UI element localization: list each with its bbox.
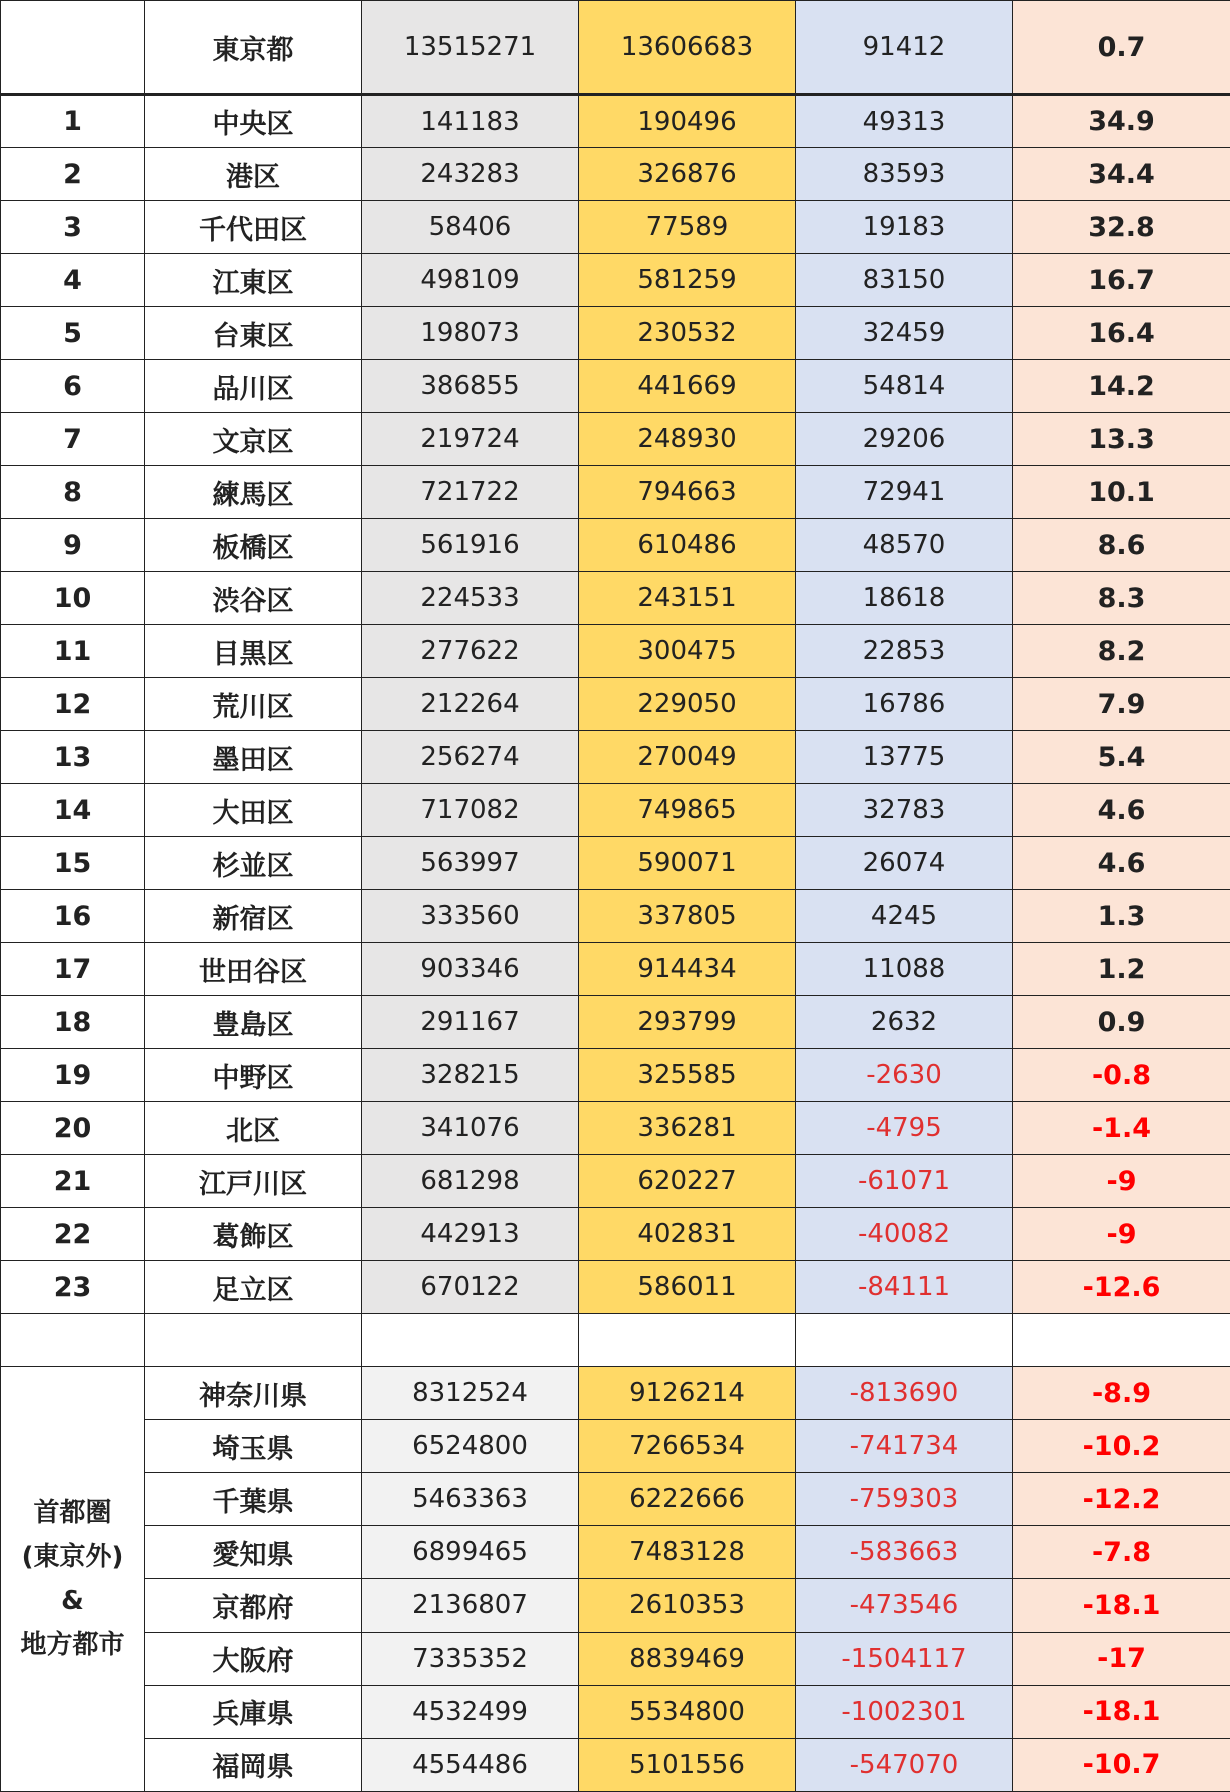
- ward-pop-b-cell[interactable]: 293799: [579, 996, 796, 1049]
- ward-row: [1, 996, 1230, 1049]
- ward-name-cell[interactable]: 北区: [145, 1102, 362, 1155]
- ward-diff-cell[interactable]: 26074: [796, 837, 1013, 890]
- ward-diff-cell[interactable]: 18618: [796, 572, 1013, 625]
- ward-pop-b-cell[interactable]: 402831: [579, 1208, 796, 1261]
- summary-diff-cell[interactable]: 91412: [796, 1, 1013, 95]
- region-pop-b-cell[interactable]: 7483128: [579, 1526, 796, 1579]
- ward-rank-cell[interactable]: 18: [1, 996, 145, 1049]
- ward-row: [1, 837, 1230, 890]
- ward-row: [1, 1261, 1230, 1314]
- ward-rate-cell[interactable]: 34.4: [1013, 148, 1230, 201]
- ward-diff-cell[interactable]: -61071: [796, 1155, 1013, 1208]
- ward-rate-cell[interactable]: 5.4: [1013, 731, 1230, 784]
- ward-rate-cell[interactable]: 8.2: [1013, 625, 1230, 678]
- ward-pop-b-cell[interactable]: 77589: [579, 201, 796, 254]
- region-pop-a-cell[interactable]: 4532499: [362, 1685, 579, 1738]
- ward-name-cell[interactable]: 練馬区: [145, 466, 362, 519]
- region-pop-a-cell[interactable]: 8312524: [362, 1367, 579, 1420]
- region-group-label-line: 首都圏: [33, 1498, 112, 1529]
- ward-pop-b-cell[interactable]: 794663: [579, 466, 796, 519]
- empty-cell[interactable]: [145, 1314, 362, 1367]
- ward-diff-cell[interactable]: 48570: [796, 519, 1013, 572]
- ward-row: [1, 148, 1230, 201]
- ward-name-cell[interactable]: 足立区: [145, 1261, 362, 1314]
- ward-name-cell[interactable]: 江東区: [145, 254, 362, 307]
- ward-pop-b-cell[interactable]: 300475: [579, 625, 796, 678]
- ward-pop-b-cell[interactable]: 914434: [579, 943, 796, 996]
- empty-cell[interactable]: [362, 1314, 579, 1367]
- region-name-cell[interactable]: 神奈川県: [145, 1367, 362, 1420]
- region-rate-cell[interactable]: -10.7: [1013, 1738, 1230, 1791]
- ward-rate-cell[interactable]: -12.6: [1013, 1261, 1230, 1314]
- summary-rate-cell[interactable]: 0.7: [1013, 1, 1230, 95]
- ward-pop-b-cell[interactable]: 230532: [579, 307, 796, 360]
- ward-pop-a-cell[interactable]: 256274: [362, 731, 579, 784]
- ward-pop-a-cell[interactable]: 141183: [362, 95, 579, 148]
- ward-pop-b-cell[interactable]: 336281: [579, 1102, 796, 1155]
- ward-rank-cell[interactable]: 8: [1, 466, 145, 519]
- ward-diff-cell[interactable]: -4795: [796, 1102, 1013, 1155]
- ward-pop-a-cell[interactable]: 721722: [362, 466, 579, 519]
- ward-name-cell[interactable]: 葛飾区: [145, 1208, 362, 1261]
- ward-pop-a-cell[interactable]: 224533: [362, 572, 579, 625]
- ward-name-cell[interactable]: 杉並区: [145, 837, 362, 890]
- ward-rank-cell[interactable]: 11: [1, 625, 145, 678]
- ward-pop-b-cell[interactable]: 590071: [579, 837, 796, 890]
- region-row: [1, 1473, 1230, 1526]
- region-diff-cell[interactable]: -813690: [796, 1367, 1013, 1420]
- ward-name-cell[interactable]: 墨田区: [145, 731, 362, 784]
- ward-rank-cell[interactable]: 16: [1, 890, 145, 943]
- ward-name-cell[interactable]: 板橋区: [145, 519, 362, 572]
- ward-row: [1, 413, 1230, 466]
- ward-row: [1, 519, 1230, 572]
- ward-rate-cell[interactable]: 16.4: [1013, 307, 1230, 360]
- ward-rate-cell[interactable]: 1.2: [1013, 943, 1230, 996]
- ward-row: [1, 254, 1230, 307]
- region-pop-a-cell[interactable]: 5463363: [362, 1473, 579, 1526]
- region-rate-cell[interactable]: -18.1: [1013, 1685, 1230, 1738]
- region-row: [1, 1632, 1230, 1685]
- ward-pop-b-cell[interactable]: 586011: [579, 1261, 796, 1314]
- tokyo-summary-row: [1, 1, 1230, 95]
- ward-pop-b-cell[interactable]: 325585: [579, 1049, 796, 1102]
- ward-pop-a-cell[interactable]: 563997: [362, 837, 579, 890]
- region-diff-cell[interactable]: -583663: [796, 1526, 1013, 1579]
- ward-pop-b-cell[interactable]: 610486: [579, 519, 796, 572]
- ward-pop-a-cell[interactable]: 670122: [362, 1261, 579, 1314]
- ward-pop-b-cell[interactable]: 248930: [579, 413, 796, 466]
- ward-pop-b-cell[interactable]: 270049: [579, 731, 796, 784]
- empty-cell[interactable]: [579, 1314, 796, 1367]
- ward-rate-cell[interactable]: 8.3: [1013, 572, 1230, 625]
- ward-name-cell[interactable]: 江戸川区: [145, 1155, 362, 1208]
- ward-name-cell[interactable]: 豊島区: [145, 996, 362, 1049]
- ward-row: [1, 1155, 1230, 1208]
- ward-rate-cell[interactable]: 34.9: [1013, 95, 1230, 148]
- ward-pop-a-cell[interactable]: 198073: [362, 307, 579, 360]
- empty-cell[interactable]: [796, 1314, 1013, 1367]
- ward-pop-a-cell[interactable]: 717082: [362, 784, 579, 837]
- region-diff-cell[interactable]: -759303: [796, 1473, 1013, 1526]
- ward-pop-b-cell[interactable]: 326876: [579, 148, 796, 201]
- ward-rate-cell[interactable]: 16.7: [1013, 254, 1230, 307]
- ward-rate-cell[interactable]: 0.9: [1013, 996, 1230, 1049]
- region-row: [1, 1367, 1230, 1420]
- ward-rank-cell[interactable]: 20: [1, 1102, 145, 1155]
- region-pop-a-cell[interactable]: 7335352: [362, 1632, 579, 1685]
- ward-rate-cell[interactable]: -1.4: [1013, 1102, 1230, 1155]
- ward-rank-cell[interactable]: 6: [1, 360, 145, 413]
- ward-name-cell[interactable]: 目黒区: [145, 625, 362, 678]
- ward-diff-cell[interactable]: -40082: [796, 1208, 1013, 1261]
- ward-diff-cell[interactable]: -2630: [796, 1049, 1013, 1102]
- region-diff-cell[interactable]: -741734: [796, 1420, 1013, 1473]
- region-pop-b-cell[interactable]: 2610353: [579, 1579, 796, 1632]
- ward-pop-a-cell[interactable]: 442913: [362, 1208, 579, 1261]
- ward-diff-cell[interactable]: 54814: [796, 360, 1013, 413]
- ward-rate-cell[interactable]: 32.8: [1013, 201, 1230, 254]
- ward-name-cell[interactable]: 荒川区: [145, 678, 362, 731]
- ward-diff-cell[interactable]: 32459: [796, 307, 1013, 360]
- region-rate-cell[interactable]: -17: [1013, 1632, 1230, 1685]
- region-pop-b-cell[interactable]: 7266534: [579, 1420, 796, 1473]
- ward-rate-cell[interactable]: -9: [1013, 1208, 1230, 1261]
- ward-rate-cell[interactable]: 4.6: [1013, 837, 1230, 890]
- ward-rate-cell[interactable]: 8.6: [1013, 519, 1230, 572]
- region-pop-b-cell[interactable]: 9126214: [579, 1367, 796, 1420]
- region-diff-cell[interactable]: -1002301: [796, 1685, 1013, 1738]
- ward-pop-a-cell[interactable]: 219724: [362, 413, 579, 466]
- ward-rank-cell[interactable]: 12: [1, 678, 145, 731]
- region-pop-b-cell[interactable]: 6222666: [579, 1473, 796, 1526]
- empty-cell[interactable]: [1013, 1314, 1230, 1367]
- ward-rate-cell[interactable]: 4.6: [1013, 784, 1230, 837]
- region-diff-cell[interactable]: -1504117: [796, 1632, 1013, 1685]
- ward-rank-cell[interactable]: 5: [1, 307, 145, 360]
- region-pop-a-cell[interactable]: 2136807: [362, 1579, 579, 1632]
- ward-pop-a-cell[interactable]: 58406: [362, 201, 579, 254]
- ward-pop-a-cell[interactable]: 386855: [362, 360, 579, 413]
- ward-row: [1, 307, 1230, 360]
- region-group-label-line: (東京外): [21, 1542, 124, 1573]
- ward-rank-cell[interactable]: 21: [1, 1155, 145, 1208]
- ward-pop-b-cell[interactable]: 190496: [579, 95, 796, 148]
- ward-rate-cell[interactable]: 14.2: [1013, 360, 1230, 413]
- ward-diff-cell[interactable]: 19183: [796, 201, 1013, 254]
- ward-rank-cell[interactable]: 3: [1, 201, 145, 254]
- ward-diff-cell[interactable]: 72941: [796, 466, 1013, 519]
- ward-pop-a-cell[interactable]: 291167: [362, 996, 579, 1049]
- region-row: [1, 1685, 1230, 1738]
- ward-name-cell[interactable]: 千代田区: [145, 201, 362, 254]
- ward-diff-cell[interactable]: 83593: [796, 148, 1013, 201]
- summary-pop-a-cell[interactable]: 13515271: [362, 1, 579, 95]
- ward-pop-a-cell[interactable]: 498109: [362, 254, 579, 307]
- region-name-cell[interactable]: 大阪府: [145, 1632, 362, 1685]
- region-name-cell[interactable]: 千葉県: [145, 1473, 362, 1526]
- ward-pop-a-cell[interactable]: 341076: [362, 1102, 579, 1155]
- ward-row: [1, 1102, 1230, 1155]
- ward-name-cell[interactable]: 世田谷区: [145, 943, 362, 996]
- ward-row: [1, 784, 1230, 837]
- region-pop-a-cell[interactable]: 4554486: [362, 1738, 579, 1791]
- region-name-cell[interactable]: 京都府: [145, 1579, 362, 1632]
- region-pop-a-cell[interactable]: 6899465: [362, 1526, 579, 1579]
- ward-pop-b-cell[interactable]: 620227: [579, 1155, 796, 1208]
- ward-pop-a-cell[interactable]: 277622: [362, 625, 579, 678]
- ward-diff-cell[interactable]: 13775: [796, 731, 1013, 784]
- region-row: [1, 1579, 1230, 1632]
- region-pop-b-cell[interactable]: 5101556: [579, 1738, 796, 1791]
- ward-name-cell[interactable]: 渋谷区: [145, 572, 362, 625]
- ward-row: [1, 678, 1230, 731]
- ward-pop-b-cell[interactable]: 243151: [579, 572, 796, 625]
- ward-diff-cell[interactable]: 32783: [796, 784, 1013, 837]
- ward-row: [1, 201, 1230, 254]
- ward-diff-cell[interactable]: -84111: [796, 1261, 1013, 1314]
- ward-pop-a-cell[interactable]: 561916: [362, 519, 579, 572]
- ward-row: [1, 1049, 1230, 1102]
- region-name-cell[interactable]: 福岡県: [145, 1738, 362, 1791]
- region-row: [1, 1526, 1230, 1579]
- ward-rate-cell[interactable]: 7.9: [1013, 678, 1230, 731]
- ward-name-cell[interactable]: 文京区: [145, 413, 362, 466]
- ward-row: [1, 625, 1230, 678]
- ward-row: [1, 731, 1230, 784]
- ward-diff-cell[interactable]: 49313: [796, 95, 1013, 148]
- ward-row: [1, 943, 1230, 996]
- summary-pop-b-cell[interactable]: 13606683: [579, 1, 796, 95]
- summary-name-cell[interactable]: 東京都: [145, 1, 362, 95]
- ward-rank-cell[interactable]: 13: [1, 731, 145, 784]
- summary-rank-cell[interactable]: [1, 1, 145, 95]
- region-name-cell[interactable]: 兵庫県: [145, 1685, 362, 1738]
- ward-rank-cell[interactable]: 23: [1, 1261, 145, 1314]
- ward-rate-cell[interactable]: -9: [1013, 1155, 1230, 1208]
- ward-pop-b-cell[interactable]: 749865: [579, 784, 796, 837]
- region-rate-cell[interactable]: -18.1: [1013, 1579, 1230, 1632]
- region-name-cell[interactable]: 愛知県: [145, 1526, 362, 1579]
- region-pop-b-cell[interactable]: 8839469: [579, 1632, 796, 1685]
- ward-rank-cell[interactable]: 2: [1, 148, 145, 201]
- ward-rate-cell[interactable]: 13.3: [1013, 413, 1230, 466]
- ward-pop-a-cell[interactable]: 243283: [362, 148, 579, 201]
- ward-rank-cell[interactable]: 7: [1, 413, 145, 466]
- ward-name-cell[interactable]: 中野区: [145, 1049, 362, 1102]
- ward-pop-a-cell[interactable]: 328215: [362, 1049, 579, 1102]
- ward-diff-cell[interactable]: 22853: [796, 625, 1013, 678]
- ward-rate-cell[interactable]: -0.8: [1013, 1049, 1230, 1102]
- ward-name-cell[interactable]: 台東区: [145, 307, 362, 360]
- ward-rank-cell[interactable]: 15: [1, 837, 145, 890]
- region-pop-b-cell[interactable]: 5534800: [579, 1685, 796, 1738]
- ward-diff-cell[interactable]: 11088: [796, 943, 1013, 996]
- ward-row: [1, 890, 1230, 943]
- ward-row: [1, 95, 1230, 148]
- ward-pop-b-cell[interactable]: 229050: [579, 678, 796, 731]
- ward-rank-cell[interactable]: 9: [1, 519, 145, 572]
- empty-cell[interactable]: [1, 1314, 145, 1367]
- region-pop-a-cell[interactable]: 6524800: [362, 1420, 579, 1473]
- ward-row: [1, 1208, 1230, 1261]
- ward-pop-b-cell[interactable]: 337805: [579, 890, 796, 943]
- ward-diff-cell[interactable]: 16786: [796, 678, 1013, 731]
- ward-pop-a-cell[interactable]: 212264: [362, 678, 579, 731]
- region-row: [1, 1420, 1230, 1473]
- ward-rank-cell[interactable]: 17: [1, 943, 145, 996]
- ward-rank-cell[interactable]: 19: [1, 1049, 145, 1102]
- ward-row: [1, 572, 1230, 625]
- region-rate-cell[interactable]: -10.2: [1013, 1420, 1230, 1473]
- ward-name-cell[interactable]: 新宿区: [145, 890, 362, 943]
- ward-rank-cell[interactable]: 1: [1, 95, 145, 148]
- region-group-label-line: &: [61, 1586, 84, 1617]
- ward-rank-cell[interactable]: 14: [1, 784, 145, 837]
- region-group-label-line: 地方都市: [20, 1630, 125, 1661]
- region-diff-cell[interactable]: -473546: [796, 1579, 1013, 1632]
- ward-pop-a-cell[interactable]: 333560: [362, 890, 579, 943]
- ward-pop-b-cell[interactable]: 441669: [579, 360, 796, 413]
- ward-diff-cell[interactable]: 2632: [796, 996, 1013, 1049]
- ward-rate-cell[interactable]: 10.1: [1013, 466, 1230, 519]
- ward-row: [1, 360, 1230, 413]
- ward-row: [1, 466, 1230, 519]
- ward-pop-b-cell[interactable]: 581259: [579, 254, 796, 307]
- ward-rank-cell[interactable]: 10: [1, 572, 145, 625]
- region-name-cell[interactable]: 埼玉県: [145, 1420, 362, 1473]
- region-row: [1, 1738, 1230, 1791]
- ward-diff-cell[interactable]: 4245: [796, 890, 1013, 943]
- ward-name-cell[interactable]: 港区: [145, 148, 362, 201]
- ward-name-cell[interactable]: 大田区: [145, 784, 362, 837]
- ward-rate-cell[interactable]: 1.3: [1013, 890, 1230, 943]
- ward-rank-cell[interactable]: 4: [1, 254, 145, 307]
- region-group-label[interactable]: [1, 1367, 145, 1792]
- ward-rank-cell[interactable]: 22: [1, 1208, 145, 1261]
- ward-diff-cell[interactable]: 83150: [796, 254, 1013, 307]
- ward-pop-a-cell[interactable]: 681298: [362, 1155, 579, 1208]
- region-rate-cell[interactable]: -8.9: [1013, 1367, 1230, 1420]
- region-rate-cell[interactable]: -7.8: [1013, 1526, 1230, 1579]
- region-rate-cell[interactable]: -12.2: [1013, 1473, 1230, 1526]
- ward-pop-a-cell[interactable]: 903346: [362, 943, 579, 996]
- region-diff-cell[interactable]: -547070: [796, 1738, 1013, 1791]
- spacer-row: [1, 1314, 1230, 1367]
- ward-name-cell[interactable]: 品川区: [145, 360, 362, 413]
- ward-name-cell[interactable]: 中央区: [145, 95, 362, 148]
- ward-diff-cell[interactable]: 29206: [796, 413, 1013, 466]
